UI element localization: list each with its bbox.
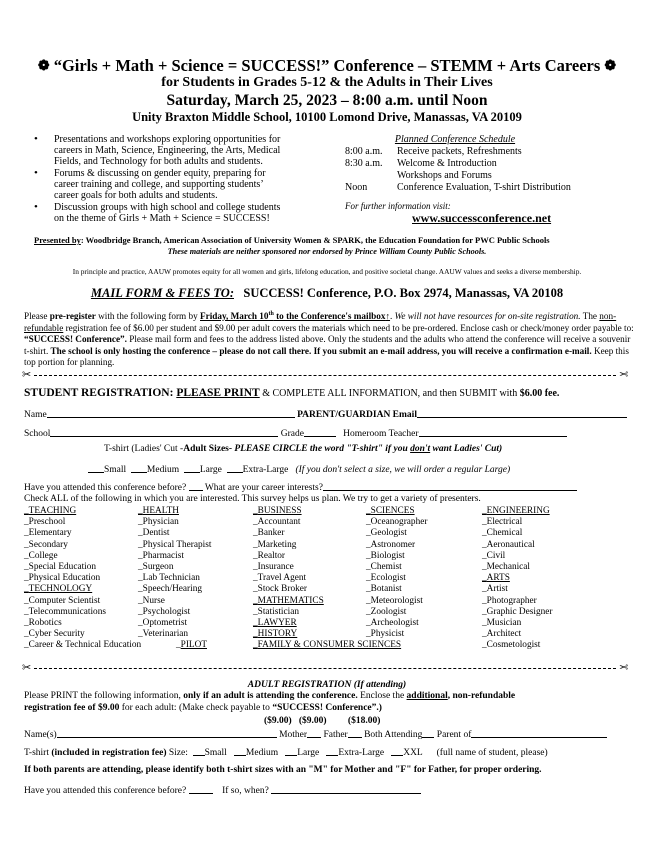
scissors-icon: ✂ (22, 662, 32, 674)
career-option[interactable]: _Veterinarian (138, 629, 189, 640)
career-option[interactable]: _Artist (482, 584, 508, 595)
mother-blank[interactable] (307, 728, 321, 738)
career-column-engineering (482, 506, 552, 652)
career-option[interactable]: _PILOT (176, 640, 207, 651)
cut-line (22, 664, 628, 674)
career-option[interactable]: _Electrical (482, 517, 523, 528)
both-parents-note: If both parents are attending, please identify both t-shirt sizes with an "M" for Mother and "F" for Father, for proper ordering. (24, 765, 542, 775)
career-option[interactable]: _Pharmacist (138, 550, 184, 561)
school-field[interactable] (50, 427, 278, 437)
career-option[interactable]: _Realtor (253, 550, 286, 561)
schedule-heading: Planned Conference Schedule (394, 134, 516, 145)
adult-fee-row: ($9.00) ($9.00) ($18.00) (264, 716, 381, 726)
tshirt-size-row: Small Medium Large Extra-Large (If you don't select a size, we will order a regular Large) (88, 463, 510, 475)
presented-by: Presented by: Woodbridge Branch, American Association of University Women & SPARK, the Education Foundation for PWC Public Schools (34, 235, 550, 245)
career-option[interactable]: _Architect (482, 629, 522, 640)
schedule-row: Noon Conference Evaluation, T-shirt Distribution (345, 182, 571, 193)
career-option[interactable]: _Optometrist (138, 618, 188, 629)
career-option[interactable]: _Graphic Designer (482, 606, 553, 617)
both-blank[interactable] (422, 728, 434, 738)
feature-item: • Forums & discussing on gender equity, preparing for career training and college, and supporting students’ career goals for both adults and students. (34, 168, 280, 201)
career-option[interactable]: _Surgeon (138, 562, 174, 573)
career-option[interactable]: _Telecommunications (24, 606, 106, 617)
career-option[interactable]: _Photographer (482, 595, 537, 606)
career-column-health (138, 506, 211, 652)
scissors-icon: ✂ (22, 369, 32, 381)
career-option[interactable]: _Dentist (138, 528, 170, 539)
conference-subtitle: for Students in Grades 5-12 & the Adults in Their Lives (161, 75, 493, 90)
career-option[interactable]: _Psychologist (138, 606, 191, 617)
career-heading: _TEACHING (24, 506, 77, 516)
title-text: “Girls + Math + Science = SUCCESS!” Conference – STEMM + Arts Careers (53, 56, 601, 75)
schedule-row: 8:00 a.m. Receive packets, Refreshments (345, 146, 522, 157)
career-option[interactable]: _Stock Broker (253, 584, 307, 595)
father-blank[interactable] (348, 728, 362, 738)
schedule-row: Workshops and Forums (397, 170, 492, 181)
career-option[interactable]: _Nurse (138, 595, 165, 606)
career-option[interactable]: _Statistician (253, 606, 299, 617)
tshirt-instructions: T-shirt (Ladies' Cut -Adult Sizes- PLEASE CIRCLE the word "T-shirt" if you don't want Ladies' Cut) (104, 444, 503, 454)
disclaimer: These materials are neither sponsored nor endorsed by Prince William County Public Schools. (167, 247, 487, 256)
adult-size-xxl-blank[interactable] (391, 746, 403, 756)
career-option[interactable]: _Speech/Hearing (138, 584, 203, 595)
parent-of-field[interactable] (471, 728, 607, 738)
website-link[interactable]: www.successconference.net (412, 211, 552, 225)
instructions-paragraph: Please pre-register with the following form by Friday, March 10th to the Conference's mailbox↑. We will not have resources for on-site registration. The non-refundable registration fee of $6.00 per student and $9.00 per adult covers the materials which need to be pre-ordered. Enclose cash or check/money order payable to: “SUCCESS! Conference”. Please mail form and fees to the address listed above. Only the students and the adults who attend the conference will receive a souvenir t-shirt. The school is only hosting the conference – please do not call there. If you submit an e-mail address, you will receive a confirmation e-mail. Keep this top portion for planning. (24, 311, 634, 368)
grade-field[interactable] (304, 427, 336, 437)
career-heading: _LAWYER (253, 618, 297, 629)
attended-row: Have you attended this conference before? What are your career interests? (24, 481, 577, 493)
career-heading: _FAMILY & CONSUMER SCIENCES (253, 640, 402, 651)
schedule (345, 134, 571, 194)
career-option[interactable]: _Astronomer (366, 539, 416, 550)
career-option[interactable]: _Secondary (24, 539, 68, 550)
mail-to: MAIL FORM & FEES TO: SUCCESS! Conference, P.O. Box 2974, Manassas, VA 20108 (90, 286, 564, 300)
career-option[interactable]: _Chemist (366, 562, 402, 573)
career-option[interactable]: _Civil (482, 550, 506, 561)
career-option[interactable]: _Career & Technical Education (24, 640, 142, 651)
career-option[interactable]: _Mechanical (482, 562, 531, 573)
size-small-blank[interactable] (88, 463, 104, 473)
adult-attended-field[interactable] (189, 784, 213, 794)
career-option[interactable]: _Chemical (482, 528, 523, 539)
career-heading: _ENGINEERING (482, 506, 550, 516)
career-option[interactable]: _Lab Technician (138, 573, 200, 584)
career-option[interactable]: _Physician (138, 517, 179, 528)
career-option[interactable]: _Aeronautical (482, 539, 535, 550)
adult-size-small-blank[interactable] (193, 746, 205, 756)
career-option[interactable]: _Elementary (24, 528, 72, 539)
career-option[interactable]: _Preschool (24, 517, 66, 528)
career-option[interactable]: _Accountant (253, 517, 301, 528)
career-option[interactable]: _Archeologist (366, 618, 419, 629)
adult-size-large-blank[interactable] (285, 746, 297, 756)
adult-registration-heading: ADULT REGISTRATION (If attending) (247, 680, 407, 690)
adult-names-field[interactable] (57, 728, 277, 738)
student-name-field[interactable] (47, 408, 295, 418)
scissors-icon: ✂ (618, 662, 628, 674)
career-option[interactable]: _Physical Education (24, 573, 101, 584)
career-option[interactable]: _Physicist (366, 629, 405, 640)
student-name-row: Name PARENT/GUARDIAN Email (24, 408, 627, 420)
career-option[interactable]: _Biologist (366, 550, 405, 561)
career-option[interactable]: _Special Education (24, 562, 97, 573)
career-option[interactable]: _Oceanographer (366, 517, 428, 528)
career-column-sciences (366, 506, 427, 640)
career-heading: _HISTORY (253, 629, 298, 640)
career-option[interactable]: _Cyber Security (24, 629, 85, 640)
career-heading: _MATHEMATICS (253, 595, 324, 606)
conference-date: Saturday, March 25, 2023 – 8:00 a.m. until Noon (166, 92, 488, 109)
career-option[interactable]: _Computer Scientist (24, 595, 101, 606)
conference-location: Unity Braxton Middle School, 10100 Lomond Drive, Manassas, VA 20109 (132, 110, 522, 124)
career-option[interactable]: _Travel Agent (253, 573, 307, 584)
homeroom-field[interactable] (419, 427, 567, 437)
career-option[interactable]: _Cosmetologist (482, 640, 541, 651)
adult-tshirt-row: T-shirt (included in registration fee) Size: Small Medium Large Extra-Large XXL (full name of student, please) (24, 748, 548, 758)
career-option[interactable]: _Meteorologist (366, 595, 423, 606)
adult-size-xl-blank[interactable] (326, 746, 338, 756)
career-heading: _BUSINESS (253, 506, 302, 516)
schedule-row: 8:30 a.m. Welcome & Introduction (345, 158, 497, 169)
adult-instructions: Please PRINT the following information, only if an adult is attending the conference. Enclose the additional, non-refundable registration fee of $9.00 for each adult: (Make check payable to “SUCCESS! Conference”.) (24, 691, 516, 713)
career-heading: _HEALTH (138, 506, 179, 516)
career-option[interactable]: _Musician (482, 618, 522, 629)
conference-title (0, 56, 654, 76)
career-heading: _ARTS (482, 573, 510, 584)
further-info-label: For further information visit: (345, 201, 451, 211)
student-school-row: School Grade Homeroom Teacher (24, 427, 567, 439)
career-option[interactable]: _Ecologist (366, 573, 406, 584)
arrow-up-icon: ↑ (385, 311, 391, 322)
career-option[interactable]: _Physical Therapist (138, 539, 212, 550)
size-medium-blank[interactable] (131, 463, 147, 473)
career-interests-field[interactable] (323, 481, 577, 491)
adult-when-field[interactable] (271, 784, 421, 794)
cut-line (22, 371, 628, 381)
check-all-instructions: Check ALL of the following in which you are interested. This survey helps us plan. We try to get a variety of presenters. (24, 494, 481, 504)
attended-field[interactable] (189, 481, 203, 491)
feature-item: • Presentations and workshops exploring opportunities for careers in Math, Science, Engineering, the Arts, Medical Fields, and Technology for both adults and students. (34, 134, 280, 167)
adult-attended-row: Have you attended this conference before? If so, when? (24, 784, 421, 796)
career-option[interactable]: _Botanist (366, 584, 402, 595)
career-option[interactable]: _Banker (253, 528, 285, 539)
adult-name-row: Name(s) Mother Father Both Attending Parent of (24, 728, 607, 740)
career-column-teaching (24, 506, 141, 652)
career-heading: _SCIENCES (366, 506, 415, 516)
student-registration-heading: STUDENT REGISTRATION: PLEASE PRINT & COMPLETE ALL INFORMATION, and then SUBMIT with $6.00 fee. (24, 387, 560, 399)
flower-icon: ❁ (37, 59, 50, 74)
career-option[interactable]: _College (24, 550, 58, 561)
career-option[interactable]: _Zoologist (366, 606, 407, 617)
flower-icon: ❁ (604, 59, 617, 74)
size-xl-blank[interactable] (227, 463, 243, 473)
feature-list (34, 134, 280, 225)
aauw-statement: In principle and practice, AAUW promotes equity for all women and girls, lifelong education, and positive societal change. AAUW values and seeks a diverse membership. (72, 267, 582, 276)
career-heading: _TECHNOLOGY (24, 584, 93, 595)
size-large-blank[interactable] (184, 463, 200, 473)
scissors-icon: ✂ (618, 369, 628, 381)
career-option[interactable]: _Insurance (253, 562, 294, 573)
career-option[interactable]: _Robotics (24, 618, 62, 629)
career-option[interactable]: _Marketing (253, 539, 297, 550)
career-option[interactable]: _Geologist (366, 528, 407, 539)
parent-email-field[interactable] (417, 408, 627, 418)
feature-item: • Discussion groups with high school and college students on the theme of Girls + Math + Science = SUCCESS! (34, 202, 280, 224)
adult-size-medium-blank[interactable] (234, 746, 246, 756)
